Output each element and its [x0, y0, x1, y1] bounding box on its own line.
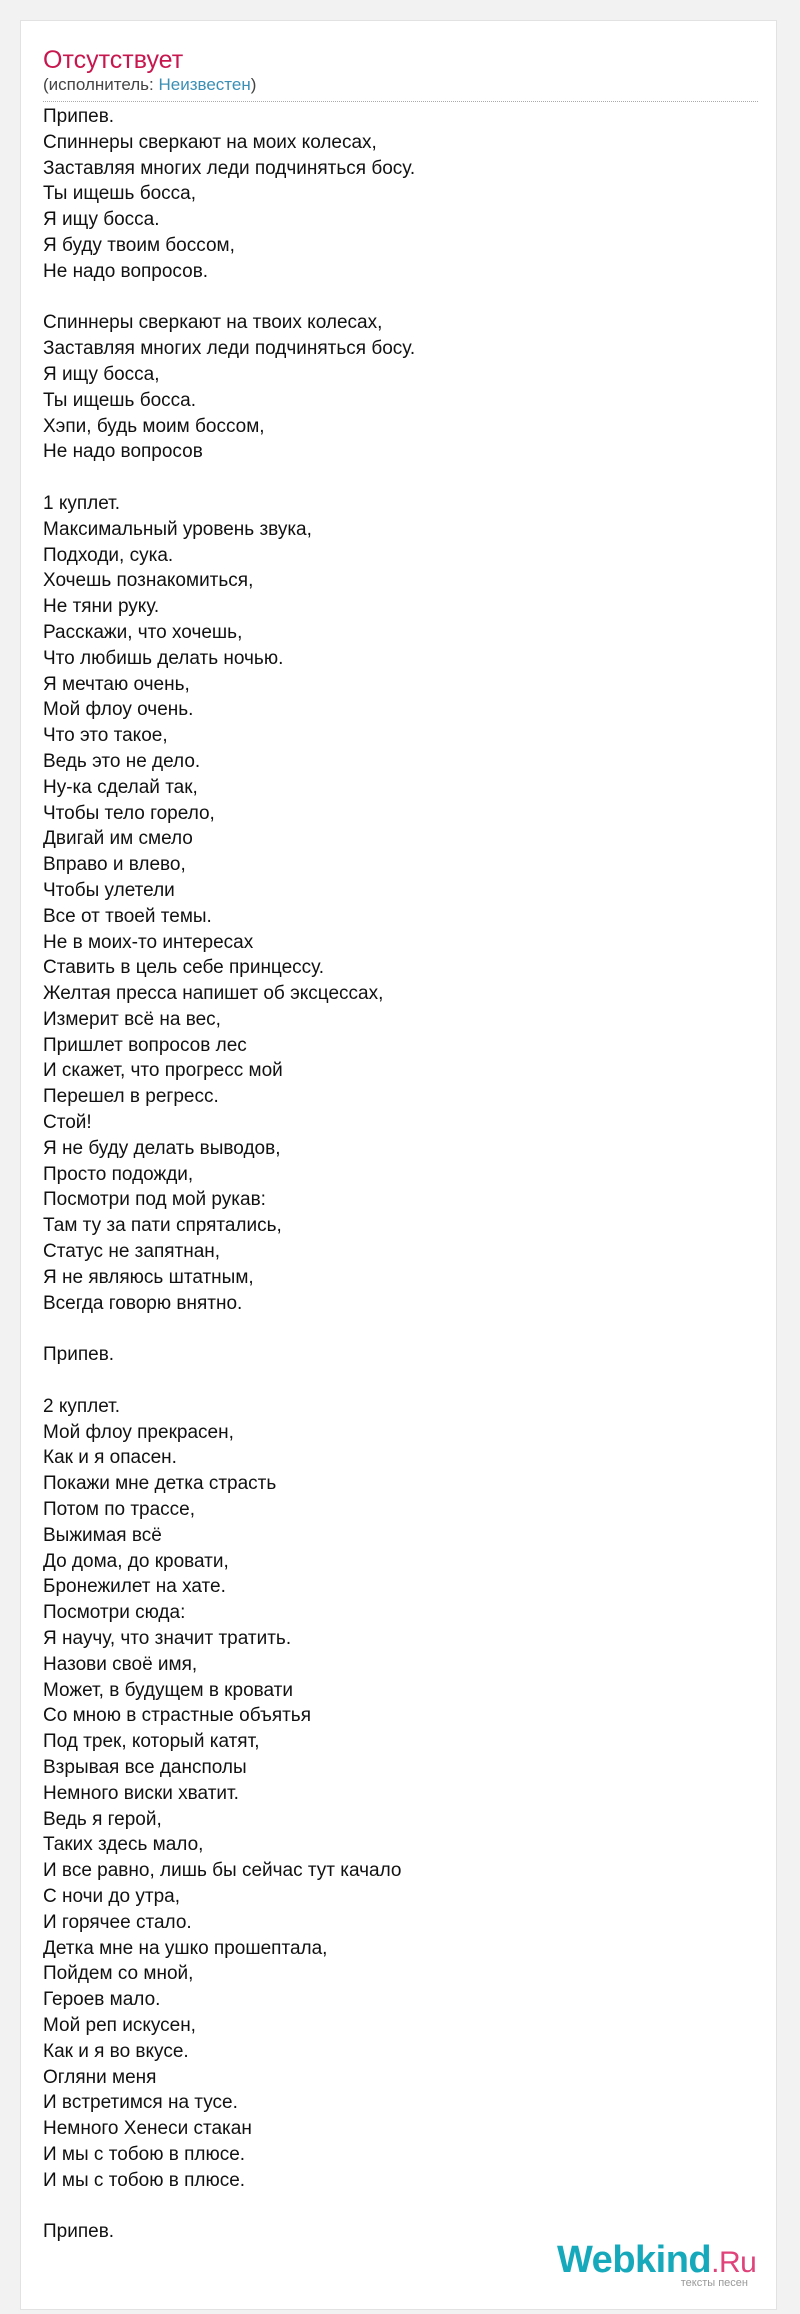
artist-suffix: ): [250, 75, 257, 94]
site-logo[interactable]: [557, 2239, 757, 2291]
song-title: Отсутствует: [43, 46, 184, 74]
lyrics-text: Припев. Спиннеры сверкают на моих колесах, Заставляя многих леди подчиняться босу. Ты ищешь босса, Я ищу босса. Я буду твоим боссом, Не надо вопросов. Спиннеры сверкают на твоих колесах, Заставляя многих леди подчиняться босу. Я ищу босса, Ты ищешь босса. Хэпи, будь моим боссом, Не надо вопросов 1 куплет. Максимальный уровень звука, Подходи, сука. Хочешь познакомиться, Не тяни руку. Расскажи, что хочешь, Что любишь делать ночью. Я мечтаю очень, Мой флоу очень. Что это такое, Ведь это не дело. Ну-ка сделай так, Чтобы тело горело, Двигай им смело Вправо и влево, Чтобы улетели Все от твоей темы. Не в моих-то интересах Ставить в цель себе принцессу. Желтая пресса напишет об эксцессах, Измерит всё на вес, Пришлет вопросов лес И скажет, что прогресс мой Перешел в регресс. Стой! Я не буду делать выводов, Просто подожди, Посмотри под мой рукав: Там ту за пати спрятались, Статус не запятнан, Я не являюсь штатным, Всегда говорю внятно. Припев. 2 куплет. Мой флоу прекрасен, Как и я опасен. Покажи мне детка страсть Потом по трассе, Выжимая всё До дома, до кровати, Бронежилет на хате. Посмотри сюда: Я научу, что значит тратить. Назови своё имя, Может, в будущем в кровати Со мною в страстные объятья Под трек, который катят, Взрывая все дансполы Немного виски хватит. Ведь я герой, Таких здесь мало, И все равно, лишь бы сейчас тут качало С ночи до утра, И горячее стало. Детка мне на ушко прошептала, Пойдем со мной, Героев мало. Мой реп искусен, Как и я во вкусе. Огляни меня И встретимся на тусе. Немного Хенеси стакан И мы с тобою в плюсе. И мы с тобою в плюсе. Припев.: [43, 106, 416, 2243]
artist-byline: [43, 73, 758, 102]
logo-brand: Webkind: [557, 2239, 712, 2281]
lyrics-card: [20, 20, 777, 2310]
logo-domain: .Ru: [711, 2246, 757, 2279]
logo-tagline: тексты песен: [680, 2277, 748, 2289]
artist-link[interactable]: Неизвестен: [158, 75, 251, 94]
artist-prefix: (исполнитель:: [43, 75, 159, 94]
